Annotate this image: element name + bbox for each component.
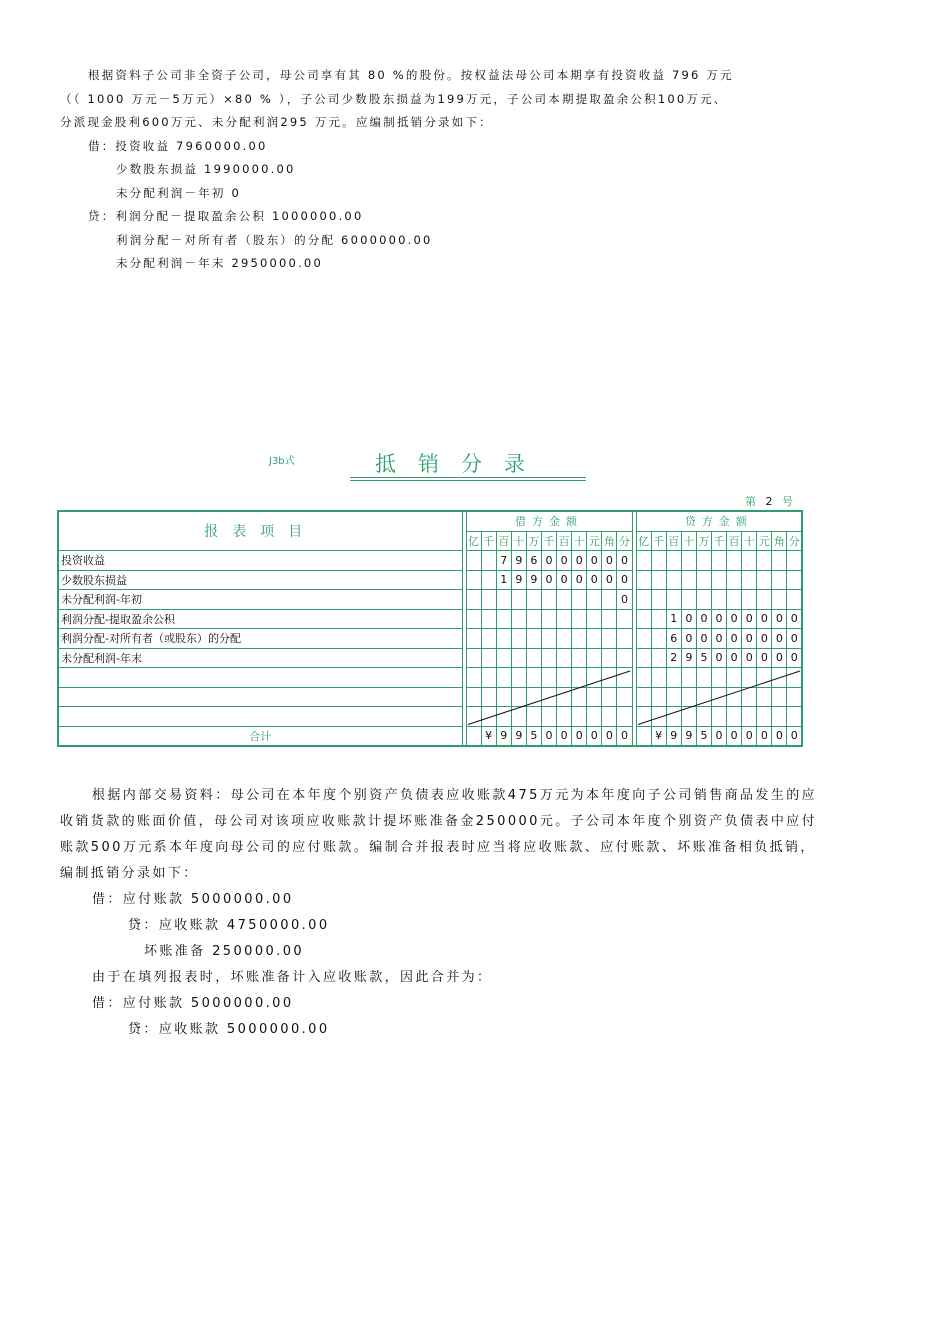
total-debit-digit: 0: [557, 726, 572, 746]
debit-digit: [587, 590, 602, 610]
debit-digit: 0: [572, 551, 587, 571]
debit-digit: [511, 687, 526, 707]
credit-digit: [636, 648, 651, 668]
debit-digit: [466, 551, 481, 571]
debit-digit: [526, 629, 541, 649]
debit-digit: 9: [511, 551, 526, 571]
credit-digit: [636, 590, 651, 610]
credit-digit: 0: [712, 648, 727, 668]
credit-digit: [696, 687, 711, 707]
debit-digit: 0: [541, 570, 556, 590]
col-header-debit: 借方金额: [466, 511, 632, 531]
credit-digit: 0: [712, 609, 727, 629]
debit-digit: [481, 668, 496, 688]
credit-unit-6: 百: [727, 531, 742, 551]
credit-unit-3: 十: [681, 531, 696, 551]
debit-unit-5: 千: [541, 531, 556, 551]
debit-digit: [496, 707, 511, 727]
credit-digit: [757, 668, 772, 688]
debit-digit: 6: [526, 551, 541, 571]
credit-digit: [666, 570, 681, 590]
debit-digit: [602, 648, 617, 668]
debit-unit-2: 百: [496, 531, 511, 551]
credit-digit: [651, 707, 666, 727]
title-underline-double: [350, 480, 586, 481]
debit-digit: 9: [511, 570, 526, 590]
total-credit-digit: 0: [712, 726, 727, 746]
debit-digit: [481, 648, 496, 668]
total-debit-digit: 0: [541, 726, 556, 746]
credit-digit: 9: [681, 648, 696, 668]
debit-digit: [617, 648, 632, 668]
credit-digit: [696, 590, 711, 610]
total-credit-digit: ¥: [651, 726, 666, 746]
credit-digit: 0: [712, 629, 727, 649]
credit-digit: [636, 668, 651, 688]
debit-digit: 0: [602, 570, 617, 590]
credit-digit: 0: [727, 609, 742, 629]
credit-digit: 0: [787, 609, 802, 629]
debit-digit: [526, 668, 541, 688]
credit-digit: [651, 609, 666, 629]
debit-digit: 0: [617, 570, 632, 590]
debit-digit: [511, 609, 526, 629]
voucher-prefix: 第: [745, 495, 759, 508]
credit-digit: [666, 668, 681, 688]
credit-digit: [742, 590, 757, 610]
debit-digit: [481, 629, 496, 649]
credit-digit: [787, 551, 802, 571]
debit-digit: [481, 551, 496, 571]
debit-digit: [557, 687, 572, 707]
debit-digit: [587, 609, 602, 629]
debit-digit: [617, 609, 632, 629]
credit-digit: [772, 590, 787, 610]
credit-digit: [757, 590, 772, 610]
credit-digit: [681, 707, 696, 727]
total-credit-digit: 9: [681, 726, 696, 746]
credit-digit: [727, 551, 742, 571]
total-debit-digit: 0: [572, 726, 587, 746]
total-debit-digit: 5: [526, 726, 541, 746]
ic-line-1: 根据内部交易资料：母公司在本年度个别资产负债表应收账款475万元为本年度向子公司销售商品发生的应: [92, 788, 818, 803]
ic-note: 由于在填列报表时，坏账准备计入应收账款，因此合并为：: [92, 970, 493, 985]
table-row: [58, 648, 802, 668]
debit-digit: [617, 629, 632, 649]
entry-credit-1: 贷：利润分配－提取盈余公积 1000000.00: [88, 209, 364, 223]
debit-digit: [526, 609, 541, 629]
credit-digit: [757, 551, 772, 571]
credit-unit-7: 十: [742, 531, 757, 551]
form-title: 抵销分录: [375, 452, 547, 476]
title-underline: [350, 477, 586, 478]
entry-credit-2: 利润分配－对所有者（股东）的分配 6000000.00: [116, 232, 433, 247]
credit-digit: [696, 570, 711, 590]
ic-entry-debit: 借：应付账款 5000000.00: [92, 892, 294, 907]
credit-unit-5: 千: [712, 531, 727, 551]
row-item: 少数股东损益: [58, 570, 462, 590]
credit-digit: [666, 590, 681, 610]
total-credit-digit: 0: [727, 726, 742, 746]
credit-digit: [742, 687, 757, 707]
debit-digit: 9: [526, 570, 541, 590]
credit-digit: [712, 551, 727, 571]
debit-digit: 1: [496, 570, 511, 590]
debit-digit: [602, 629, 617, 649]
col-header-credit: 贷方金额: [636, 511, 802, 531]
credit-digit: [712, 668, 727, 688]
credit-digit: 0: [772, 629, 787, 649]
credit-unit-9: 角: [772, 531, 787, 551]
total-credit-digit: 0: [787, 726, 802, 746]
credit-digit: [727, 570, 742, 590]
debit-digit: [541, 629, 556, 649]
ic-merged-debit: 借：应付账款 5000000.00: [92, 996, 294, 1011]
credit-digit: [772, 570, 787, 590]
table-row: [58, 687, 802, 707]
credit-digit: 0: [757, 629, 772, 649]
credit-digit: [666, 707, 681, 727]
total-credit-digit: 0: [757, 726, 772, 746]
debit-digit: [602, 590, 617, 610]
voucher-suffix: 号: [782, 495, 796, 508]
debit-unit-3: 十: [511, 531, 526, 551]
credit-digit: [651, 648, 666, 668]
debit-digit: [466, 707, 481, 727]
ic-entry-credit-1: 贷：应收账款 4750000.00: [128, 918, 330, 933]
entry-debit-2: 少数股东损益 1990000.00: [116, 162, 296, 176]
credit-digit: 0: [742, 648, 757, 668]
debit-digit: [541, 668, 556, 688]
debit-digit: [496, 648, 511, 668]
credit-digit: [681, 687, 696, 707]
debit-digit: [541, 687, 556, 707]
credit-digit: [772, 668, 787, 688]
credit-digit: [787, 668, 802, 688]
credit-digit: [712, 590, 727, 610]
credit-digit: [727, 668, 742, 688]
table-row: [58, 609, 802, 629]
credit-digit: 1: [666, 609, 681, 629]
debit-digit: 0: [617, 551, 632, 571]
credit-digit: [651, 590, 666, 610]
debit-digit: [466, 648, 481, 668]
credit-digit: [651, 668, 666, 688]
credit-digit: 0: [757, 609, 772, 629]
credit-digit: [636, 707, 651, 727]
debit-digit: [466, 687, 481, 707]
credit-unit-4: 万: [696, 531, 711, 551]
debit-digit: 0: [572, 570, 587, 590]
credit-digit: [636, 629, 651, 649]
row-item: 未分配利润-年末: [58, 648, 462, 668]
credit-digit: [636, 609, 651, 629]
debit-digit: [617, 687, 632, 707]
credit-digit: [787, 687, 802, 707]
credit-unit-10: 分: [787, 531, 802, 551]
credit-unit-2: 百: [666, 531, 681, 551]
elimination-entry-table: [57, 510, 803, 747]
credit-digit: 0: [681, 609, 696, 629]
debit-digit: [466, 609, 481, 629]
debit-digit: [481, 707, 496, 727]
debit-digit: [617, 707, 632, 727]
debit-digit: [526, 687, 541, 707]
table-row: [58, 551, 802, 571]
credit-digit: [651, 551, 666, 571]
credit-digit: 0: [772, 648, 787, 668]
credit-digit: 0: [727, 629, 742, 649]
debit-unit-4: 万: [526, 531, 541, 551]
total-credit-digit: 9: [666, 726, 681, 746]
debit-digit: [557, 629, 572, 649]
table-row: [58, 590, 802, 610]
debit-digit: [617, 668, 632, 688]
credit-digit: [727, 707, 742, 727]
debit-digit: [466, 590, 481, 610]
debit-digit: [602, 707, 617, 727]
credit-digit: 5: [696, 648, 711, 668]
credit-digit: [696, 707, 711, 727]
total-debit-digit: 0: [602, 726, 617, 746]
credit-digit: [757, 570, 772, 590]
debit-digit: [541, 707, 556, 727]
credit-digit: 0: [757, 648, 772, 668]
credit-digit: [727, 590, 742, 610]
debit-digit: [587, 648, 602, 668]
total-debit-digit: 0: [587, 726, 602, 746]
total-debit-digit: 9: [511, 726, 526, 746]
total-credit-digit: 0: [742, 726, 757, 746]
credit-digit: [681, 570, 696, 590]
debit-digit: [541, 648, 556, 668]
credit-digit: [636, 551, 651, 571]
debit-digit: [587, 687, 602, 707]
credit-digit: 2: [666, 648, 681, 668]
row-item: [58, 707, 462, 727]
debit-unit-1: 千: [481, 531, 496, 551]
credit-digit: 0: [696, 629, 711, 649]
total-label: 合计: [58, 726, 462, 746]
debit-digit: [572, 648, 587, 668]
debit-digit: 0: [587, 551, 602, 571]
debit-digit: [496, 590, 511, 610]
total-credit-digit: 0: [772, 726, 787, 746]
debit-digit: [572, 609, 587, 629]
credit-digit: [651, 570, 666, 590]
voucher-number: [745, 493, 796, 509]
debit-digit: [496, 668, 511, 688]
debit-digit: [526, 590, 541, 610]
total-debit-digit: 0: [617, 726, 632, 746]
row-item: 投资收益: [58, 551, 462, 571]
credit-digit: [787, 590, 802, 610]
credit-unit-8: 元: [757, 531, 772, 551]
credit-digit: [742, 707, 757, 727]
debit-digit: [572, 629, 587, 649]
credit-unit-0: 亿: [636, 531, 651, 551]
intro-line-3: 分派现金股利600万元、未分配利润295 万元。应编制抵销分录如下：: [60, 115, 493, 129]
debit-digit: [496, 609, 511, 629]
debit-digit: [557, 609, 572, 629]
credit-digit: 0: [772, 609, 787, 629]
row-item: 未分配利润-年初: [58, 590, 462, 610]
debit-digit: 0: [557, 551, 572, 571]
debit-digit: [557, 707, 572, 727]
table-row: [58, 668, 802, 688]
intro-line-1: 根据资料子公司非全资子公司，母公司享有其 80 %的股份。按权益法母公司本期享有投资收益 796 万元: [88, 68, 734, 82]
credit-digit: [636, 687, 651, 707]
debit-digit: 0: [541, 551, 556, 571]
debit-digit: 0: [617, 590, 632, 610]
row-item: [58, 687, 462, 707]
credit-digit: 0: [727, 648, 742, 668]
debit-digit: [511, 590, 526, 610]
entry-credit-3: 未分配利润－年末 2950000.00: [116, 256, 323, 270]
debit-digit: [496, 687, 511, 707]
credit-digit: [712, 687, 727, 707]
entry-debit-3: 未分配利润－年初 0: [116, 185, 241, 200]
credit-digit: [787, 570, 802, 590]
debit-unit-8: 元: [587, 531, 602, 551]
credit-digit: [787, 707, 802, 727]
debit-digit: [481, 570, 496, 590]
ic-line-4: 编制抵销分录如下：: [60, 866, 199, 881]
table-row: [58, 629, 802, 649]
credit-digit: [681, 551, 696, 571]
debit-digit: 7: [496, 551, 511, 571]
credit-digit: [651, 687, 666, 707]
ic-merged-credit: 贷：应收账款 5000000.00: [128, 1022, 330, 1037]
intro-line-2: （（ 1000 万元－5万元）×80 % ），子公司少数股东损益为199万元，子公司本期提取盈余公积100万元、: [60, 91, 728, 106]
debit-digit: [587, 707, 602, 727]
credit-digit: 0: [696, 609, 711, 629]
credit-digit: [772, 551, 787, 571]
debit-digit: [587, 629, 602, 649]
debit-digit: 0: [602, 551, 617, 571]
debit-digit: [541, 609, 556, 629]
debit-unit-6: 百: [557, 531, 572, 551]
credit-digit: [651, 629, 666, 649]
debit-digit: 0: [587, 570, 602, 590]
debit-digit: [572, 668, 587, 688]
debit-digit: [541, 590, 556, 610]
credit-digit: [772, 707, 787, 727]
total-row: [58, 726, 802, 746]
debit-digit: [602, 668, 617, 688]
row-item: 利润分配-提取盈余公积: [58, 609, 462, 629]
debit-digit: [557, 590, 572, 610]
debit-digit: [466, 570, 481, 590]
total-credit-digit: 5: [696, 726, 711, 746]
credit-digit: 0: [787, 648, 802, 668]
debit-digit: [481, 609, 496, 629]
row-item: [58, 668, 462, 688]
debit-digit: [572, 707, 587, 727]
credit-digit: [757, 687, 772, 707]
total-debit-digit: [466, 726, 481, 746]
ic-line-2: 收销货款的账面价值，母公司对该项应收账款计提坏账准备金250000元。子公司本年度个别资产负债表中应付: [60, 814, 818, 829]
credit-digit: 0: [681, 629, 696, 649]
total-credit-digit: [636, 726, 651, 746]
debit-digit: [557, 648, 572, 668]
credit-digit: [742, 668, 757, 688]
ic-entry-credit-2: 坏账准备 250000.00: [144, 944, 305, 959]
credit-digit: [696, 668, 711, 688]
entry-debit-1: 借：投资收益 7960000.00: [88, 138, 268, 153]
debit-digit: [481, 590, 496, 610]
debit-digit: [587, 668, 602, 688]
debit-digit: [511, 629, 526, 649]
debit-digit: [526, 648, 541, 668]
credit-digit: 0: [742, 609, 757, 629]
intercompany-paragraph: [60, 783, 817, 1043]
row-item: 利润分配-对所有者（或股东）的分配: [58, 629, 462, 649]
debit-digit: [511, 648, 526, 668]
credit-digit: [712, 570, 727, 590]
debit-unit-9: 角: [602, 531, 617, 551]
debit-digit: 0: [557, 570, 572, 590]
credit-digit: [681, 668, 696, 688]
debit-unit-0: 亿: [466, 531, 481, 551]
credit-digit: [636, 570, 651, 590]
ic-line-3: 账款500万元系本年度向母公司的应付账款。编制合并报表时应当将应收账款、应付账款、坏账准备相负抵销，: [60, 840, 816, 855]
debit-unit-7: 十: [572, 531, 587, 551]
debit-digit: [572, 590, 587, 610]
credit-digit: [696, 551, 711, 571]
credit-digit: [666, 687, 681, 707]
total-debit-digit: 9: [496, 726, 511, 746]
debit-digit: [557, 668, 572, 688]
credit-digit: [742, 570, 757, 590]
debit-unit-10: 分: [617, 531, 632, 551]
debit-digit: [496, 629, 511, 649]
credit-digit: 6: [666, 629, 681, 649]
voucher-no: 2: [765, 495, 776, 508]
intro-paragraph: [60, 64, 734, 276]
total-debit-digit: ¥: [481, 726, 496, 746]
col-header-item: 报表项目: [58, 511, 462, 551]
credit-digit: [681, 590, 696, 610]
credit-digit: [757, 707, 772, 727]
debit-digit: [602, 609, 617, 629]
credit-digit: [666, 551, 681, 571]
debit-digit: [572, 687, 587, 707]
credit-digit: [772, 687, 787, 707]
credit-unit-1: 千: [651, 531, 666, 551]
debit-digit: [526, 707, 541, 727]
credit-digit: [712, 707, 727, 727]
credit-digit: [727, 687, 742, 707]
debit-digit: [511, 668, 526, 688]
credit-digit: 0: [787, 629, 802, 649]
debit-digit: [602, 687, 617, 707]
credit-digit: 0: [742, 629, 757, 649]
form-tag: J3b式: [269, 456, 295, 467]
debit-digit: [511, 707, 526, 727]
credit-digit: [742, 551, 757, 571]
debit-digit: [466, 668, 481, 688]
debit-digit: [481, 687, 496, 707]
table-row: [58, 570, 802, 590]
debit-digit: [466, 629, 481, 649]
table-row: [58, 707, 802, 727]
